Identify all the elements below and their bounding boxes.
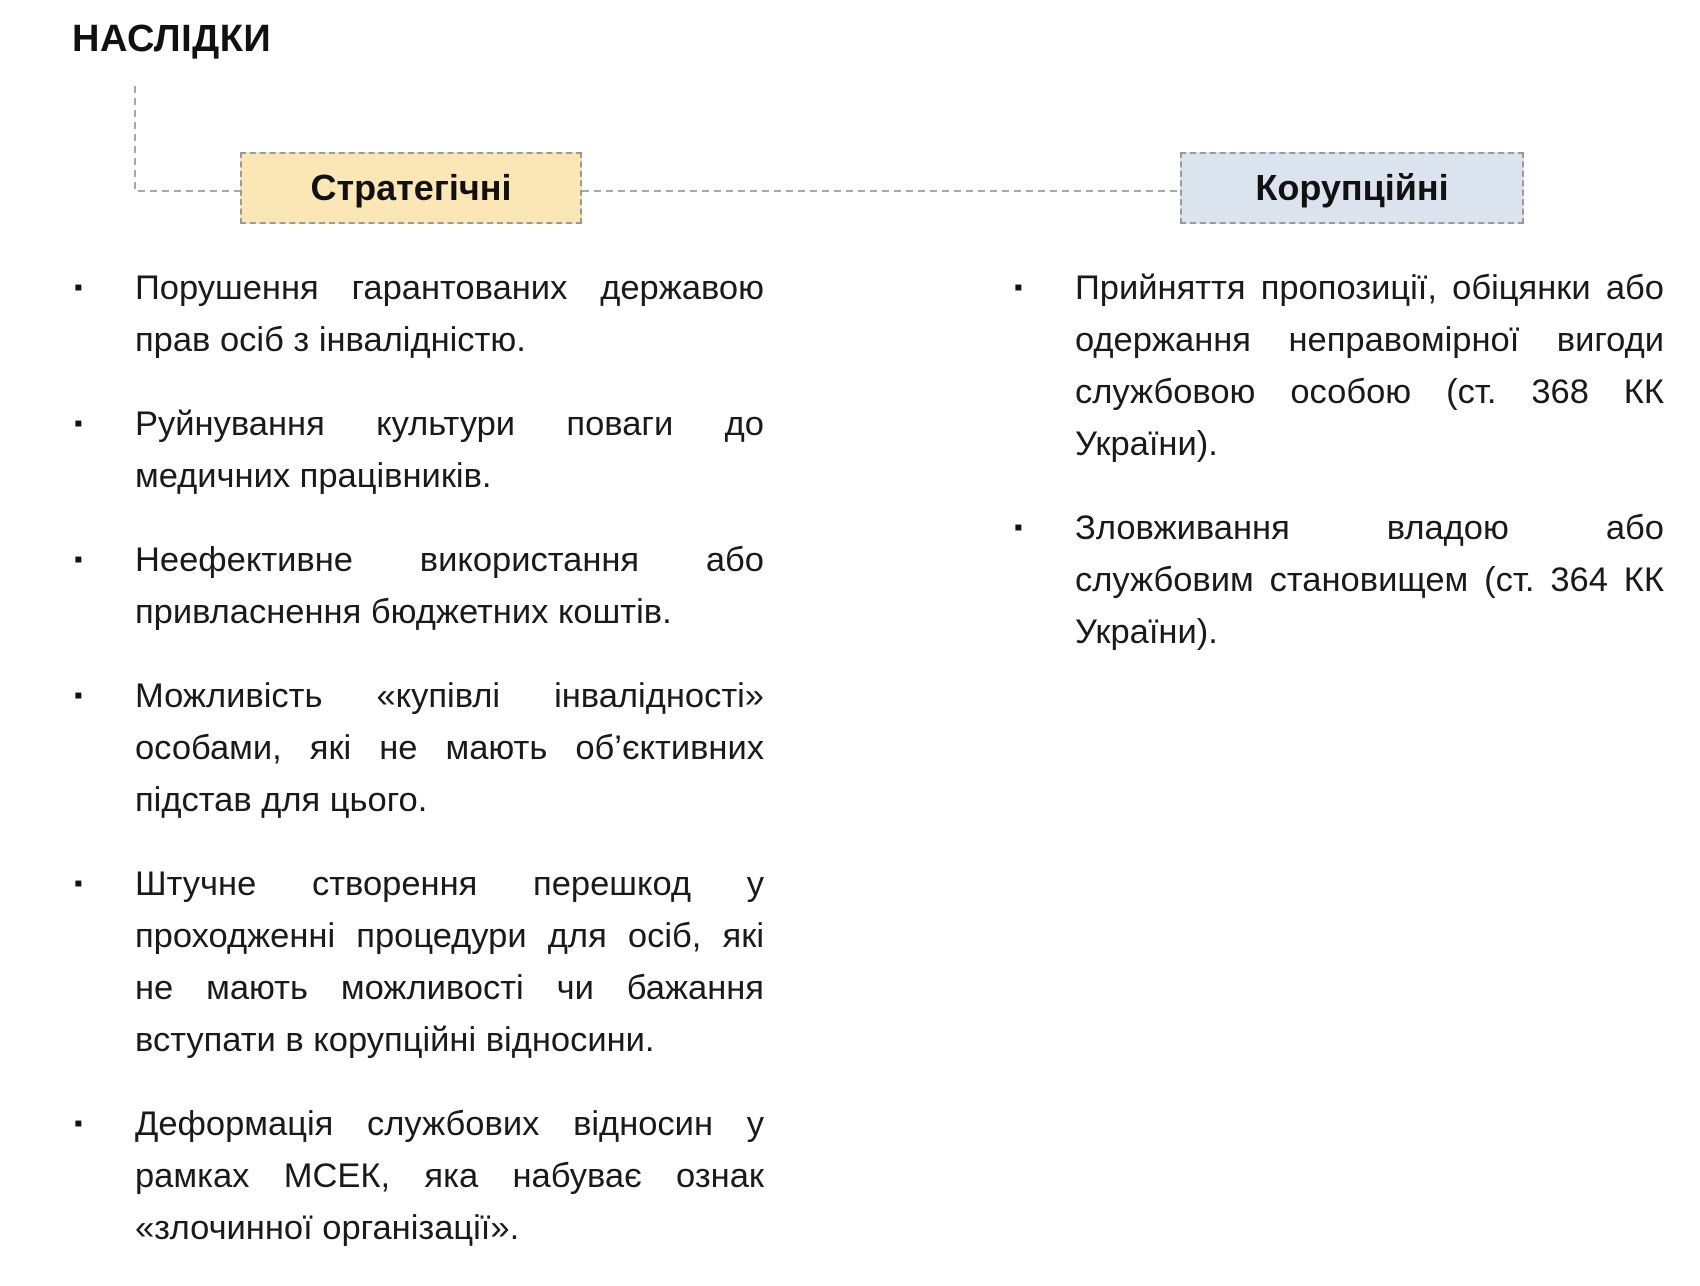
list-item — [1012, 502, 1664, 658]
bullet-square-icon: ▪ — [1014, 274, 1023, 301]
list-item-text: Деформація службових відносин у рамках МСЕК, яка набуває ознак «злочинної організації». — [135, 1105, 764, 1247]
bullet-square-icon: ▪ — [74, 682, 83, 709]
title-to-strategic-connector — [135, 86, 240, 191]
list-item — [72, 262, 764, 366]
list-item — [1012, 262, 1664, 470]
category-strategic-box — [240, 152, 582, 224]
list-item-text: Руйнування культури поваги до медичних працівників. — [135, 405, 764, 495]
corruption-consequences-list — [1012, 262, 1664, 690]
category-corruption-label: Корупційні — [1255, 167, 1449, 208]
list-item-text: Прийняття пропозиції, обіцянки або одержання неправомірної вигоди службовою особою (ст. 368 КК України). — [1075, 269, 1664, 463]
list-item-text: Порушення гарантованих державою прав осіб з інвалідністю. — [135, 269, 764, 359]
bullet-square-icon: ▪ — [1014, 514, 1023, 541]
list-item-text: Неефективне використання або привласнення бюджетних коштів. — [135, 541, 764, 631]
bullet-square-icon: ▪ — [74, 546, 83, 573]
list-item-text: Можливість «купівлі інвалідності» особами, які не мають об’єктивних підстав для цього. — [135, 677, 764, 819]
list-item-text: Зловживання владою або службовим становищем (ст. 364 КК України). — [1075, 509, 1664, 651]
category-strategic-label: Стратегічні — [310, 167, 512, 208]
bullet-square-icon: ▪ — [74, 870, 83, 897]
bullet-square-icon: ▪ — [74, 1110, 83, 1137]
strategic-consequences-list — [72, 262, 764, 1286]
category-corruption-box — [1180, 152, 1524, 224]
list-item — [72, 398, 764, 502]
list-item — [72, 534, 764, 638]
list-item — [72, 858, 764, 1066]
list-item-text: Штучне створення перешкод у проходженні процедури для осіб, які не мають можливості чи бажання вступати в корупційні відносини. — [135, 865, 764, 1059]
page-title: НАСЛІДКИ — [72, 18, 272, 60]
list-item — [72, 670, 764, 826]
bullet-square-icon: ▪ — [74, 274, 83, 301]
list-item — [72, 1098, 764, 1254]
bullet-square-icon: ▪ — [74, 410, 83, 437]
